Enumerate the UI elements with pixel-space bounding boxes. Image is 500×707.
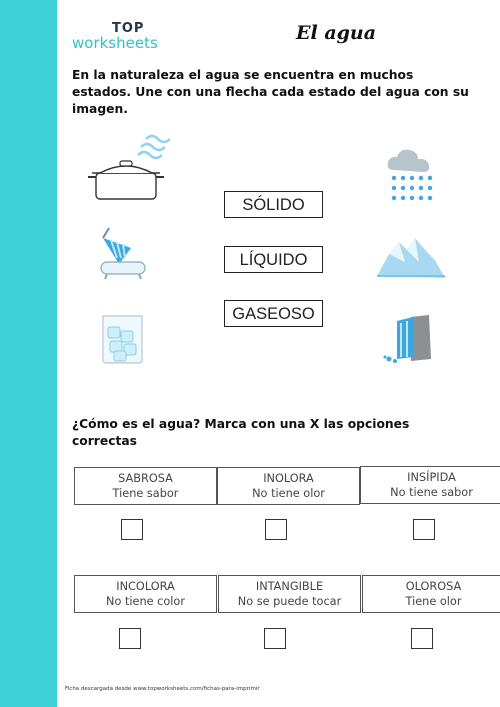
state-liquid-box[interactable]: LÍQUIDO [224, 246, 323, 273]
rain-cloud-icon [386, 148, 436, 210]
checkbox-incolora[interactable] [119, 628, 141, 649]
checkbox-insipida[interactable] [413, 519, 435, 540]
state-solid-box[interactable]: SÓLIDO [224, 191, 323, 218]
option-word: INOLORA [263, 472, 314, 485]
option-word: INTANGIBLE [255, 580, 324, 593]
option-word: INSÍPIDA [407, 471, 456, 484]
option-meaning: No tiene color [106, 595, 185, 608]
checkbox-sabrosa[interactable] [121, 519, 143, 540]
steaming-pot-icon [86, 125, 181, 209]
bathtub-shower-icon [97, 226, 149, 285]
option-sabrosa [74, 467, 217, 505]
option-insipida [360, 466, 500, 504]
option-meaning: Tiene sabor [112, 487, 179, 500]
instruction-match: En la naturaleza el agua se encuentra en muchos estados. Une con una flecha cada estado del agua con su imagen. [72, 68, 469, 116]
option-intangible [218, 575, 361, 613]
iceberg-icon [375, 236, 447, 285]
checkbox-inolora[interactable] [265, 519, 287, 540]
option-meaning: No tiene olor [252, 487, 325, 500]
option-meaning: Tiene olor [405, 595, 462, 608]
checkbox-intangible[interactable] [264, 628, 286, 649]
option-incolora [74, 575, 217, 613]
brand-logo [72, 22, 158, 52]
instruction-checkboxes: ¿Cómo es el agua? Marca con una X las opciones correctas [72, 417, 410, 448]
option-word: INCOLORA [116, 580, 175, 593]
option-word: SABROSA [118, 472, 173, 485]
brand-top: TOP [112, 21, 145, 36]
waterfall-icon [383, 313, 433, 369]
page-title: El agua [296, 22, 377, 44]
state-gas-box[interactable]: GASEOSO [224, 300, 323, 327]
option-inolora [217, 467, 360, 505]
ice-glass-icon [100, 313, 145, 369]
option-meaning: No se puede tocar [237, 595, 342, 608]
option-meaning: No tiene sabor [390, 486, 473, 499]
checkbox-olorosa[interactable] [411, 628, 433, 649]
brand-name: worksheets [72, 34, 158, 52]
option-word: OLOROSA [405, 580, 462, 593]
footer-source: Ficha descargada desde www.topworksheets.com/fichas-para-imprimir [65, 686, 260, 692]
sidebar-stripe [0, 0, 57, 707]
option-olorosa [362, 575, 500, 613]
